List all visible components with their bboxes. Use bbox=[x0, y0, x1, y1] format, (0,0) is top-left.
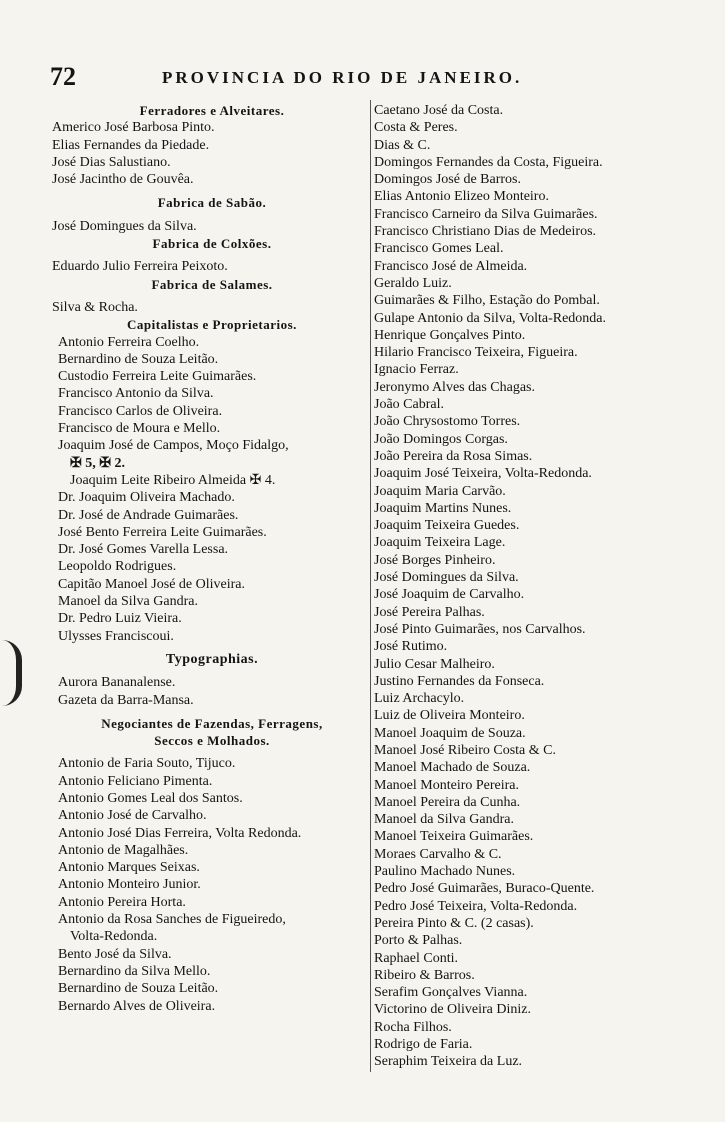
list-item: Victorino de Oliveira Diniz. bbox=[374, 1002, 532, 1018]
section-heading-colxoes: Fabrica de Colxões. bbox=[152, 236, 272, 252]
list-item: Manoel Joaquim de Souza. bbox=[374, 725, 526, 741]
list-item: Bernardino de Souza Leitão. bbox=[58, 351, 219, 367]
list-item: Antonio Ferreira Coelho. bbox=[58, 334, 200, 350]
list-item: Americo José Barbosa Pinto. bbox=[52, 120, 215, 136]
list-item: Porto & Palhas. bbox=[374, 933, 463, 949]
list-item: Custodio Ferreira Leite Guimarães. bbox=[58, 369, 257, 385]
list-item: José Pinto Guimarães, nos Carvalhos. bbox=[374, 621, 586, 637]
section-heading-typographias: Typographias. bbox=[165, 651, 259, 667]
list-item: Serafim Gonçalves Vianna. bbox=[374, 985, 528, 1001]
list-item: José Domingues da Silva. bbox=[52, 218, 197, 234]
list-item: Capitão Manoel José de Oliveira. bbox=[58, 576, 246, 592]
section-heading-capitalistas: Capitalistas e Proprietarios. bbox=[127, 317, 297, 333]
list-item: Jeronymo Alves das Chagas. bbox=[374, 379, 535, 395]
right-column bbox=[374, 102, 694, 1071]
list-item: Henrique Gonçalves Pinto. bbox=[374, 327, 526, 343]
list-item: Antonio José de Carvalho. bbox=[58, 808, 207, 824]
section-heading-negociantes: Negociantes de Fazendas, Ferragens, bbox=[101, 715, 323, 731]
section-heading-ferradores: Ferradores e Alveitares. bbox=[139, 103, 285, 118]
list-item: José Rutimo. bbox=[374, 639, 448, 655]
list-item: Antonio José Dias Ferreira, Volta Redonda. bbox=[58, 825, 302, 841]
list-item: Joaquim Maria Carvão. bbox=[374, 483, 506, 499]
list-item: José Pereira Palhas. bbox=[374, 604, 485, 620]
list-item: Elias Fernandes da Piedade. bbox=[52, 137, 210, 153]
list-item: Joaquim José Teixeira, Volta-Redonda. bbox=[374, 466, 592, 482]
list-item: Ribeiro & Barros. bbox=[374, 967, 475, 983]
left-column bbox=[52, 102, 372, 1015]
list-item: Guimarães & Filho, Estação do Pombal. bbox=[374, 293, 600, 309]
page-header bbox=[50, 62, 680, 94]
list-item: Antonio Pereira Horta. bbox=[58, 894, 186, 910]
list-item: Bernardino de Souza Leitão. bbox=[58, 981, 219, 997]
binding-shadow bbox=[2, 640, 22, 706]
list-item: Ignacio Ferraz. bbox=[374, 362, 459, 378]
running-title: PROVINCIA DO RIO DE JANEIRO. bbox=[162, 68, 523, 87]
list-item: Luiz de Oliveira Monteiro. bbox=[374, 708, 525, 724]
list-item-continuation: ✠ 5, ✠ 2. bbox=[70, 455, 125, 471]
list-item: Rodrigo de Faria. bbox=[374, 1037, 473, 1053]
list-item: Domingos José de Barros. bbox=[374, 172, 521, 188]
section-heading-sabao: Fabrica de Sabão. bbox=[157, 195, 267, 211]
list-item: Manoel Teixeira Guimarães. bbox=[374, 829, 534, 845]
list-item: Bento José da Silva. bbox=[58, 946, 172, 962]
list-item: Bernardo Alves de Oliveira. bbox=[58, 998, 216, 1014]
list-item: Francisco José de Almeida. bbox=[374, 258, 528, 274]
list-item: Gulape Antonio da Silva, Volta-Redonda. bbox=[374, 310, 607, 326]
list-item: Joaquim Leite Ribeiro Almeida ✠ 4. bbox=[70, 472, 276, 488]
list-item: Joaquim Teixeira Lage. bbox=[374, 535, 506, 551]
list-item: Francisco Carneiro da Silva Guimarães. bbox=[374, 206, 598, 222]
list-item: Leopoldo Rodrigues. bbox=[58, 559, 177, 575]
list-item: Pedro José Teixeira, Volta-Redonda. bbox=[374, 898, 578, 914]
list-item: José Borges Pinheiro. bbox=[374, 552, 496, 568]
list-item: José Domingues da Silva. bbox=[374, 570, 519, 586]
list-item: Manoel José Ribeiro Costa & C. bbox=[374, 742, 556, 758]
list-item: Manoel da Silva Gandra. bbox=[58, 594, 198, 610]
list-item: Justino Fernandes da Fonseca. bbox=[374, 673, 545, 689]
list-item: Costa & Peres. bbox=[374, 120, 458, 136]
list-item: Rocha Filhos. bbox=[374, 1019, 452, 1035]
list-item: Raphael Conti. bbox=[374, 950, 458, 966]
list-item: José Dias Salustiano. bbox=[52, 154, 171, 170]
section-heading-salames: Fabrica de Salames. bbox=[151, 276, 273, 292]
list-item: Joaquim Martins Nunes. bbox=[374, 500, 512, 516]
list-item: Antonio de Faria Souto, Tijuco. bbox=[58, 756, 236, 772]
list-item: Manoel da Silva Gandra. bbox=[374, 812, 514, 828]
list-item: Francisco de Moura e Mello. bbox=[58, 421, 221, 437]
list-item: João Cabral. bbox=[374, 397, 444, 413]
list-item: Domingos Fernandes da Costa, Figueira. bbox=[374, 154, 603, 170]
list-item: Elias Antonio Elizeo Monteiro. bbox=[374, 189, 549, 205]
list-item: Joaquim Teixeira Guedes. bbox=[374, 518, 520, 534]
list-item: José Bento Ferreira Leite Guimarães. bbox=[58, 524, 267, 540]
list-item: Manoel Machado de Souza. bbox=[374, 760, 531, 776]
page-number: 72 bbox=[50, 62, 76, 91]
list-item: Caetano José da Costa. bbox=[374, 103, 504, 118]
list-item: João Domingos Corgas. bbox=[374, 431, 508, 447]
list-item: Dr. Pedro Luiz Vieira. bbox=[58, 611, 182, 627]
list-item: Luiz Archacylo. bbox=[374, 691, 465, 707]
list-item: Dias & C. bbox=[374, 137, 431, 153]
list-item: Eduardo Julio Ferreira Peixoto. bbox=[52, 259, 228, 275]
list-item: Geraldo Luiz. bbox=[374, 275, 452, 291]
list-item: Silva & Rocha. bbox=[52, 299, 138, 315]
list-item: Aurora Bananalense. bbox=[58, 675, 176, 691]
list-item: Francisco Christiano Dias de Medeiros. bbox=[374, 224, 597, 240]
list-item: Antonio Marques Seixas. bbox=[58, 860, 200, 876]
list-item: Manoel Pereira da Cunha. bbox=[374, 794, 521, 810]
list-item: Francisco Carlos de Oliveira. bbox=[58, 403, 223, 419]
list-item: Seraphim Teixeira da Luz. bbox=[374, 1054, 523, 1070]
list-item: João Pereira da Rosa Simas. bbox=[374, 448, 533, 464]
list-item: Antonio Monteiro Junior. bbox=[58, 877, 201, 893]
list-item: Dr. José Gomes Varella Lessa. bbox=[58, 542, 229, 558]
list-item: Ulysses Franciscoui. bbox=[58, 628, 174, 644]
section-heading-negociantes-sub: Seccos e Molhados. bbox=[154, 733, 270, 749]
list-item: José Jacintho de Gouvêa. bbox=[52, 172, 194, 188]
list-item: Antonio de Magalhães. bbox=[58, 842, 189, 858]
list-item: Francisco Antonio da Silva. bbox=[58, 386, 214, 402]
list-item: Pedro José Guimarães, Buraco-Quente. bbox=[374, 881, 595, 897]
list-item: Bernardino da Silva Mello. bbox=[58, 963, 211, 979]
list-item: José Joaquim de Carvalho. bbox=[374, 587, 525, 603]
list-item: Paulino Machado Nunes. bbox=[374, 864, 516, 880]
list-item: Pereira Pinto & C. (2 casas). bbox=[374, 915, 534, 931]
list-item-continuation: Volta-Redonda. bbox=[70, 929, 158, 945]
list-item: Hilario Francisco Teixeira, Figueira. bbox=[374, 345, 578, 361]
list-item: Dr. José de Andrade Guimarães. bbox=[58, 507, 239, 523]
list-item: Antonio Feliciano Pimenta. bbox=[58, 773, 213, 789]
list-item: João Chrysostomo Torres. bbox=[374, 414, 521, 430]
list-item: Manoel Monteiro Pereira. bbox=[374, 777, 520, 793]
list-item: Julio Cesar Malheiro. bbox=[374, 656, 495, 672]
list-item: Antonio Gomes Leal dos Santos. bbox=[58, 790, 243, 806]
list-item: Gazeta da Barra-Mansa. bbox=[58, 692, 194, 708]
list-item: Joaquim José de Campos, Moço Fidalgo, bbox=[58, 438, 289, 454]
list-item: Moraes Carvalho & C. bbox=[374, 846, 502, 862]
list-item: Antonio da Rosa Sanches de Figueiredo, bbox=[58, 912, 286, 928]
list-item: Dr. Joaquim Oliveira Machado. bbox=[58, 490, 235, 506]
list-item: Francisco Gomes Leal. bbox=[374, 241, 504, 257]
